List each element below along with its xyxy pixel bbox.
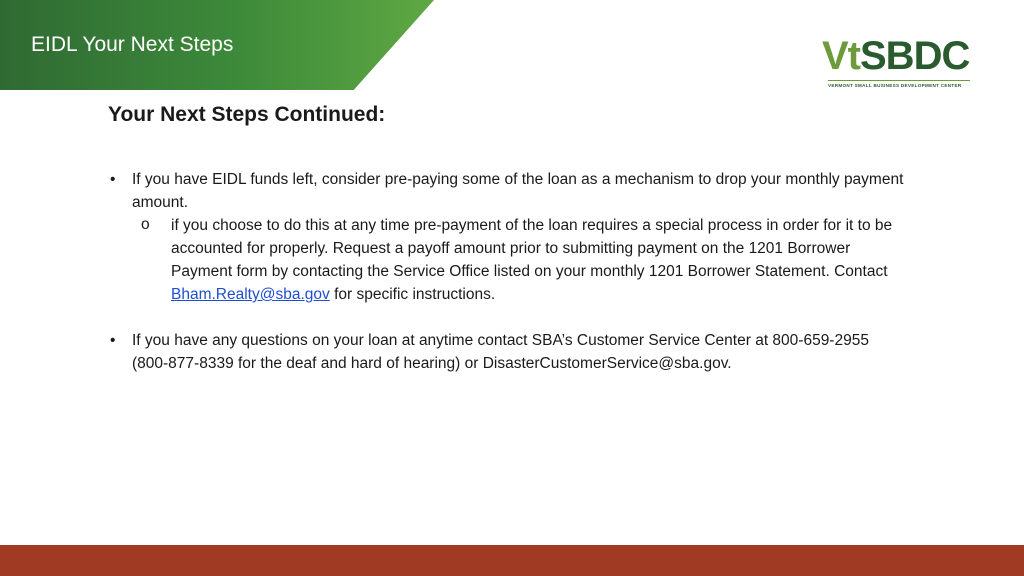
bullet-icon: • bbox=[110, 171, 116, 188]
logo-vt: Vt bbox=[822, 34, 860, 78]
bullet-item-prepay bbox=[108, 168, 908, 306]
bullet-text: If you have any questions on your loan at anytime contact SBA’s Customer Service Center at 800-659-2955 (800-877-8339 for the deaf and hard of hearing) or DisasterCustomerService@sba.gov. bbox=[132, 332, 869, 372]
footer-band bbox=[0, 545, 1024, 576]
bullet-icon: • bbox=[110, 332, 116, 349]
vtsbdc-logo bbox=[822, 36, 972, 92]
logo-tagline: VERMONT SMALL BUSINESS DEVELOPMENT CENTER bbox=[828, 83, 962, 88]
header-title: EIDL Your Next Steps bbox=[31, 33, 234, 56]
bullet-list bbox=[108, 168, 908, 375]
bullet-item-questions bbox=[108, 329, 908, 375]
sub-list bbox=[132, 214, 908, 306]
logo-wordmark bbox=[822, 36, 969, 76]
sub-text-after: for specific instructions. bbox=[329, 286, 496, 303]
bullet-text: If you have EIDL funds left, consider pre-paying some of the loan as a mechanism to drop your monthly payment amount. bbox=[132, 171, 904, 211]
sub-bullet-icon: o bbox=[141, 216, 150, 233]
email-link[interactable]: Bham.Realty@sba.gov bbox=[171, 286, 330, 303]
sub-text-before: if you choose to do this at any time pre-payment of the loan requires a special process in order for it to be accounted for properly. Request a payoff amount prior to submitting payment on the 1201 Borrower Payment form by contacting the Service Office listed on your monthly 1201 Borrower Statement. Contact bbox=[171, 217, 893, 280]
section-title: Your Next Steps Continued: bbox=[108, 103, 386, 126]
sub-item-prepay-process bbox=[132, 214, 908, 306]
logo-sbdc: SBDC bbox=[860, 34, 970, 78]
logo-divider bbox=[828, 80, 970, 81]
